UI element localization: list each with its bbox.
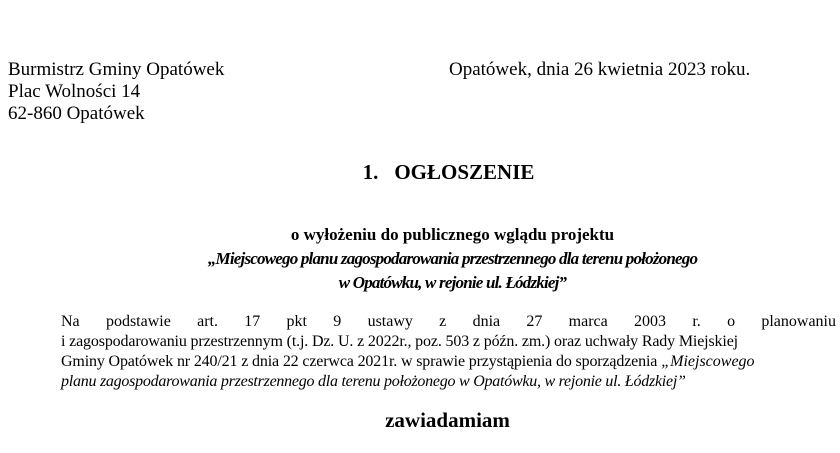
- announcement-subject: [0, 223, 840, 295]
- body-line-4: planu zagospodarowania przestrzennego dla terenu położonego w Opatówku, w rejonie ul. Łódzkiej”: [61, 373, 686, 390]
- sender-name: Burmistrz Gminy Opatówek: [8, 59, 225, 80]
- body-line-2: [61, 332, 836, 352]
- heading-number: 1.: [362, 160, 379, 184]
- body-line-3-text: Gminy Opatówek nr 240/21 z dnia 22 czerwca 2021r. w sprawie przystąpienia do sporządzenia: [61, 353, 658, 370]
- body-paragraph: [61, 312, 836, 392]
- sender-postal-city: 62-860 Opatówek: [8, 103, 145, 124]
- body-line-3: [61, 352, 836, 372]
- body-line-2-text: i zagospodarowaniu przestrzennym (t.j. Dz. U. z 2022r., poz. 503 z późn. zm.) oraz uchwały Rady Miejskiej: [61, 333, 738, 350]
- subject-line-3: w Opatówku, w rejonie ul. Łódzkiej”: [338, 273, 567, 292]
- subject-line-1: o wyłożeniu do publicznego wglądu projektu: [290, 225, 615, 244]
- sender-address: [8, 59, 224, 125]
- body-line-1: Na podstawie art. 17 pkt 9 ustawy z dnia 27 marca 2003 r. o planowaniu: [61, 313, 836, 330]
- heading-title: OGŁOSZENIE: [394, 160, 535, 184]
- document-heading: [0, 160, 840, 185]
- body-line-3-italic: „Miejscowego: [661, 353, 755, 370]
- sender-street: Plac Wolności 14: [8, 81, 141, 102]
- decision-word: zawiadamiam: [385, 408, 510, 432]
- subject-line-2: „Miejscowego planu zagospodarowania przestrzennego dla terenu położonego: [207, 249, 698, 268]
- place-and-date: Opatówek, dnia 26 kwietnia 2023 roku.: [449, 59, 751, 80]
